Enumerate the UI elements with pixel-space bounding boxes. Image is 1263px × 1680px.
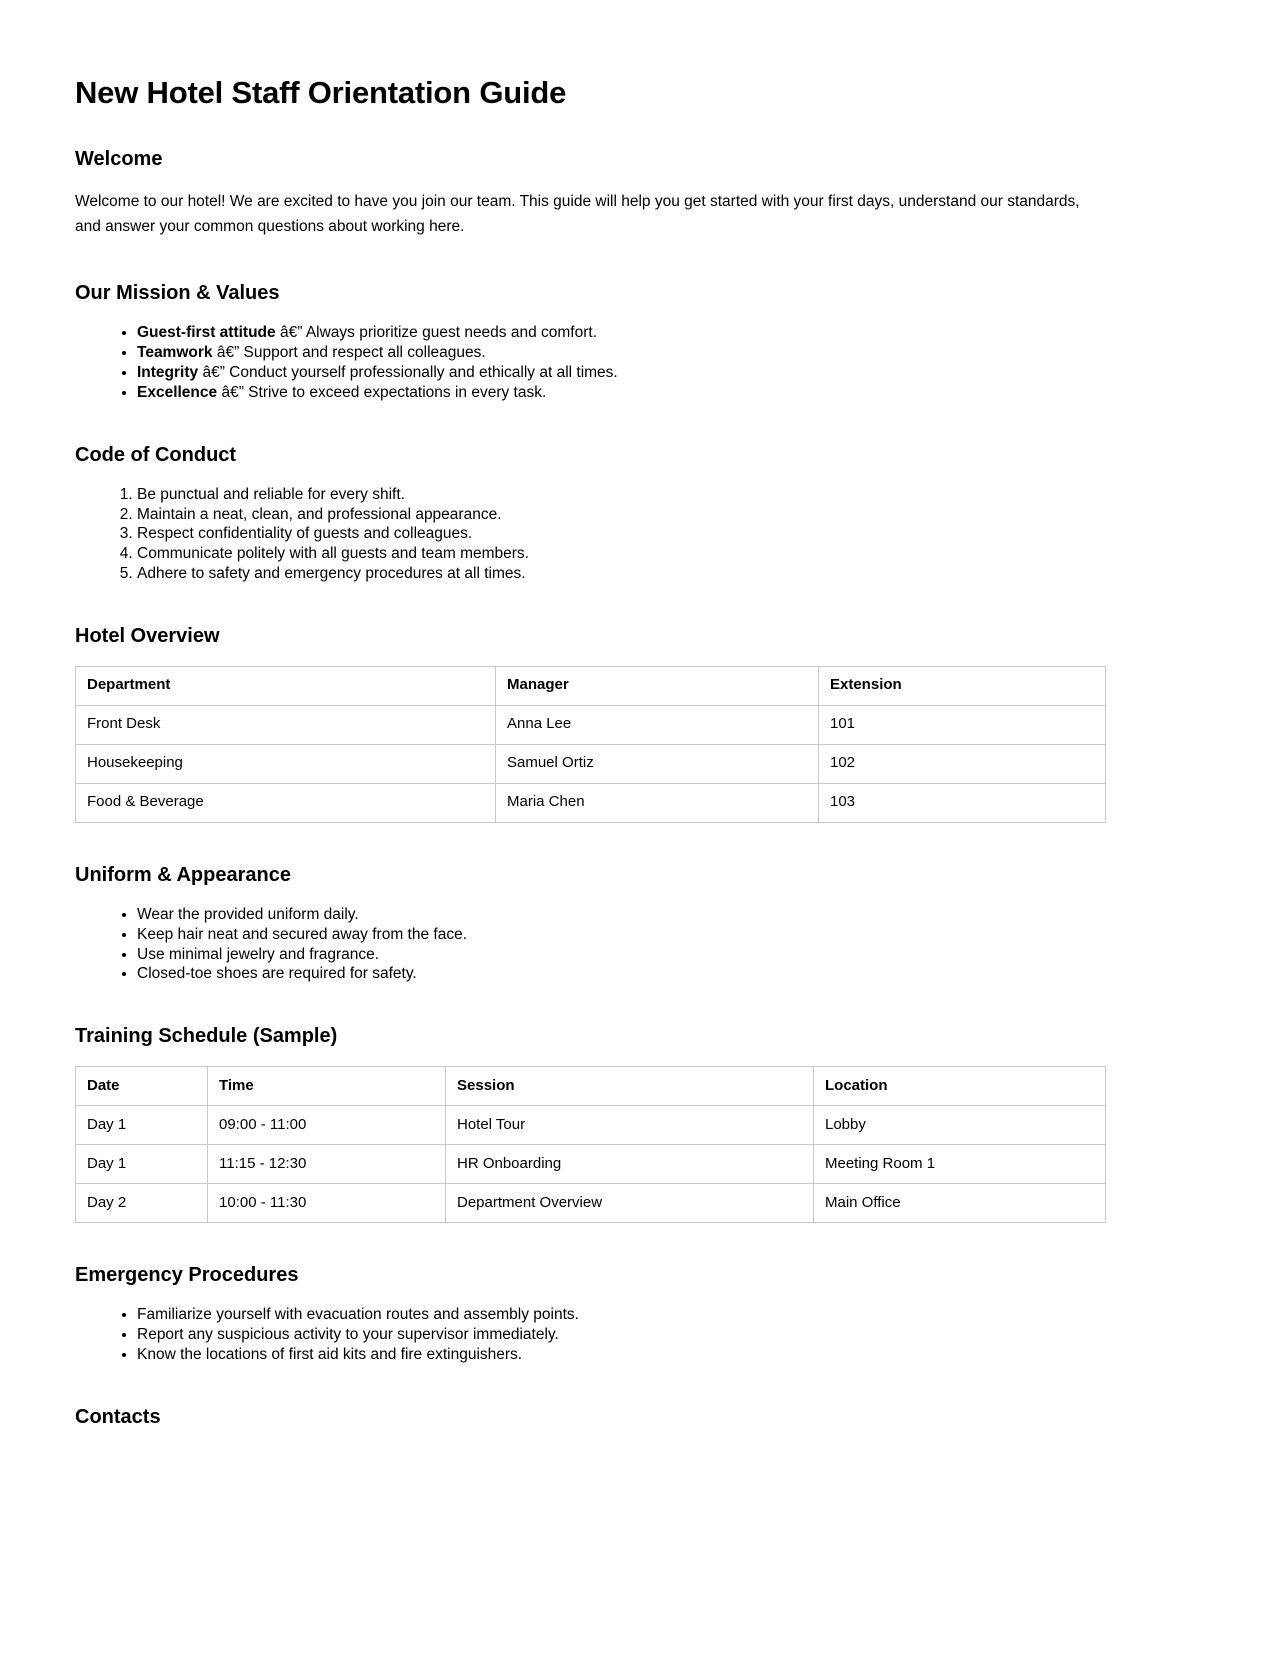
- cell-date: Day 1: [76, 1106, 208, 1145]
- mission-description: â€” Conduct yourself professionally and ethically at all times.: [198, 364, 618, 382]
- cell-manager: Maria Chen: [496, 783, 819, 822]
- table-row: [76, 1145, 1106, 1184]
- spacer: [75, 984, 1105, 1024]
- cell-department: Front Desk: [76, 705, 496, 744]
- hotel-overview-table: [75, 666, 1106, 823]
- list-item: • Wear the provided uniform daily.: [137, 905, 1105, 925]
- list-item: • Report any suspicious activity to your supervisor immediately.: [137, 1325, 1105, 1345]
- mission-term: Excellence: [137, 383, 218, 401]
- training-schedule-table: [75, 1066, 1106, 1223]
- column-header-date: Date: [76, 1067, 208, 1106]
- mission-term: Integrity: [137, 364, 199, 382]
- code-of-conduct-list: [75, 485, 1105, 584]
- list-item: • Keep hair neat and secured away from the face.: [137, 925, 1105, 945]
- list-item: 3. Respect confidentiality of guests and colleagues.: [137, 524, 1105, 544]
- column-header-manager: Manager: [496, 666, 819, 705]
- mission-description: â€” Strive to exceed expectations in every task.: [217, 383, 547, 401]
- list-item: [137, 383, 1105, 403]
- cell-date: Day 1: [76, 1145, 208, 1184]
- uniform-list: [75, 905, 1105, 984]
- cell-extension: 102: [819, 744, 1106, 783]
- spacer: [75, 1223, 1105, 1263]
- table-row: [76, 1106, 1106, 1145]
- cell-location: Meeting Room 1: [814, 1145, 1106, 1184]
- cell-time: 10:00 - 11:30: [208, 1184, 446, 1223]
- spacer: [75, 239, 1105, 281]
- mission-term: Teamwork: [137, 344, 213, 362]
- list-item: 1. Be punctual and reliable for every shift.: [137, 485, 1105, 505]
- cell-time: 11:15 - 12:30: [208, 1145, 446, 1184]
- mission-description: â€” Always prioritize guest needs and comfort.: [275, 324, 598, 342]
- spacer: [75, 823, 1105, 863]
- section-heading-contacts: Contacts: [75, 1405, 161, 1428]
- column-header-location: Location: [814, 1067, 1106, 1106]
- column-header-time: Time: [208, 1067, 446, 1106]
- section-heading-uniform: Uniform & Appearance: [75, 863, 291, 886]
- list-item: [137, 323, 1105, 343]
- list-item: • Closed-toe shoes are required for safety.: [137, 964, 1105, 984]
- cell-session: Department Overview: [446, 1184, 814, 1223]
- cell-date: Day 2: [76, 1184, 208, 1223]
- table-row: [76, 1184, 1106, 1223]
- list-item: • Know the locations of first aid kits and fire extinguishers.: [137, 1345, 1105, 1365]
- table-row: [76, 705, 1106, 744]
- table-row: [76, 783, 1106, 822]
- cell-time: 09:00 - 11:00: [208, 1106, 446, 1145]
- cell-session: Hotel Tour: [446, 1106, 814, 1145]
- page-title: New Hotel Staff Orientation Guide: [75, 75, 567, 110]
- cell-session: HR Onboarding: [446, 1145, 814, 1184]
- list-item: [137, 343, 1105, 363]
- welcome-paragraph: Welcome to our hotel! We are excited to have you join our team. This guide will help you get started with your first days, understand our standards, and answer your common questions about working here.: [75, 193, 1080, 236]
- mission-values-list: [75, 323, 1105, 402]
- section-heading-training-schedule: Training Schedule (Sample): [75, 1025, 338, 1048]
- spacer: [75, 1365, 1105, 1405]
- section-heading-emergency: Emergency Procedures: [75, 1264, 299, 1287]
- section-heading-welcome: Welcome: [75, 148, 163, 171]
- section-heading-mission: Our Mission & Values: [75, 282, 280, 305]
- table-header-row: [76, 1067, 1106, 1106]
- cell-department: Food & Beverage: [76, 783, 496, 822]
- list-item: 5. Adhere to safety and emergency procedures at all times.: [137, 564, 1105, 584]
- table-row: [76, 744, 1106, 783]
- spacer: [75, 403, 1105, 443]
- column-header-department: Department: [76, 666, 496, 705]
- cell-manager: Anna Lee: [496, 705, 819, 744]
- cell-location: Main Office: [814, 1184, 1106, 1223]
- list-item: • Familiarize yourself with evacuation routes and assembly points.: [137, 1305, 1105, 1325]
- cell-department: Housekeeping: [76, 744, 496, 783]
- list-item: 2. Maintain a neat, clean, and professional appearance.: [137, 505, 1105, 525]
- section-heading-hotel-overview: Hotel Overview: [75, 624, 220, 647]
- column-header-extension: Extension: [819, 666, 1106, 705]
- table-header-row: [76, 666, 1106, 705]
- list-item: 4. Communicate politely with all guests and team members.: [137, 544, 1105, 564]
- mission-description: â€” Support and respect all colleagues.: [212, 344, 486, 362]
- mission-term: Guest-first attitude: [137, 324, 276, 342]
- cell-manager: Samuel Ortiz: [496, 744, 819, 783]
- cell-location: Lobby: [814, 1106, 1106, 1145]
- list-item: [137, 363, 1105, 383]
- cell-extension: 103: [819, 783, 1106, 822]
- emergency-procedures-list: [75, 1305, 1105, 1364]
- column-header-session: Session: [446, 1067, 814, 1106]
- section-heading-code-of-conduct: Code of Conduct: [75, 443, 237, 466]
- list-item: • Use minimal jewelry and fragrance.: [137, 945, 1105, 965]
- spacer: [75, 584, 1105, 624]
- cell-extension: 101: [819, 705, 1106, 744]
